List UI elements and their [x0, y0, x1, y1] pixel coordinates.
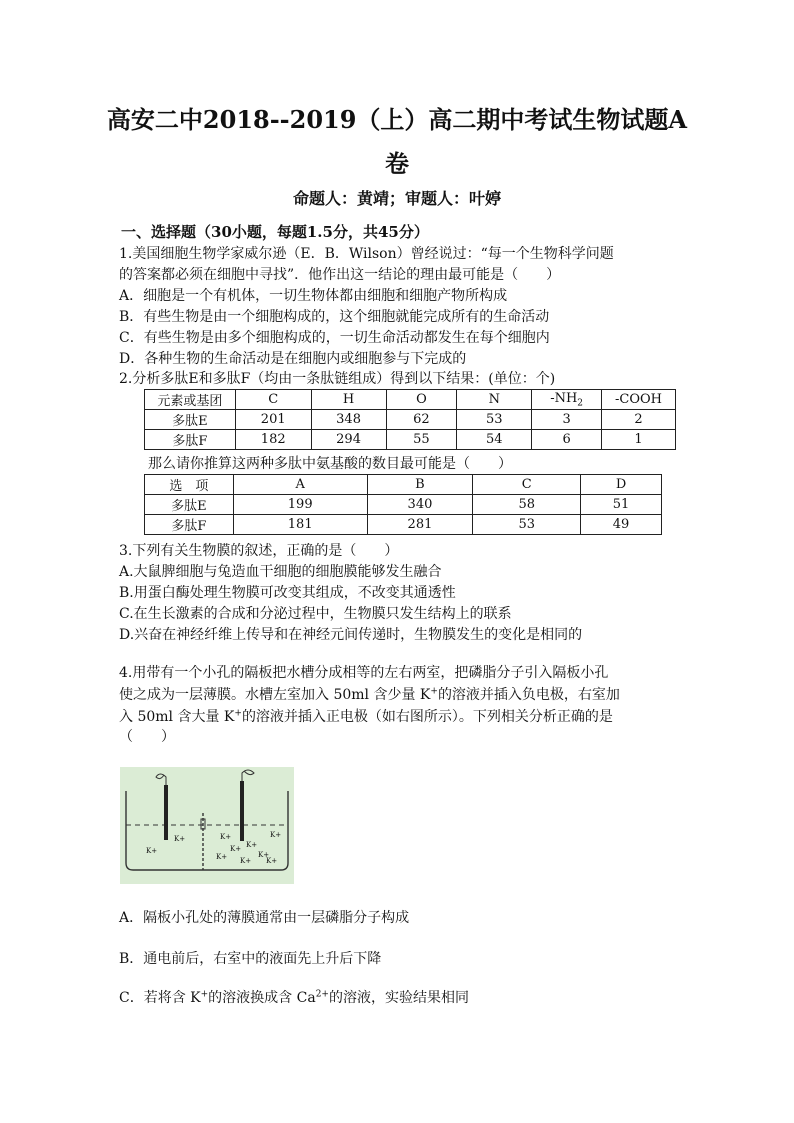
- table-cell: 58: [473, 495, 581, 515]
- fig-right-ion: K+: [216, 853, 228, 861]
- q4-option-a: A．隔板小孔处的薄膜通常由一层磷脂分子构成: [119, 910, 410, 926]
- q1-stem-line-1: 1.美国细胞生物学家威尔逊（E．B．Wilson）曾经说过：“每一个生物科学问题: [119, 246, 614, 262]
- table-cell: 6: [532, 430, 602, 450]
- table-cell: 340: [367, 495, 473, 515]
- q4-option-b: B．通电前后，右室中的液面先上升后下降: [119, 951, 382, 967]
- table-header-cell: H: [311, 390, 386, 410]
- tank-diagram: [120, 767, 294, 884]
- table-cell: 55: [386, 430, 457, 450]
- table-cell: 62: [386, 410, 457, 430]
- table-cell: 53: [457, 410, 532, 430]
- table-header-cell: D: [581, 475, 662, 495]
- fig-right-ion: K+: [258, 851, 270, 859]
- q1-option-b: B．有些生物是由一个细胞构成的，这个细胞就能完成所有的生命活动: [119, 309, 550, 325]
- table-cell: 3: [532, 410, 602, 430]
- fig-right-ion: K+: [246, 841, 258, 849]
- table-cell: 1: [602, 430, 676, 450]
- fig-right-ion: K+: [270, 831, 282, 839]
- table-cell: 54: [457, 430, 532, 450]
- fig-right-ion: K+: [220, 833, 232, 841]
- table-header-cell: $-NH_2$: [532, 390, 602, 410]
- table-cell: 多肽F: [145, 430, 236, 450]
- table-row: [145, 410, 676, 430]
- table-cell: 348: [311, 410, 386, 430]
- q3-option-b: B.用蛋白酶处理生物膜可改变其组成，不改变其通透性: [119, 585, 456, 601]
- fig-right-ion: K+: [240, 857, 252, 865]
- q3-option-a: A.大鼠脾细胞与兔造血干细胞的细胞膜能够发生融合: [119, 564, 442, 580]
- table-header-cell: O: [386, 390, 457, 410]
- fig-left-ion: K+: [174, 835, 186, 843]
- section-heading: 一、选择题（30小题，每题1.5分，共45分）: [121, 223, 429, 241]
- fig-right-ion: K+: [266, 857, 278, 865]
- q2-stem: 2.分析多肽E和多肽F（均由一条肽链组成）得到以下结果：(单位：个): [119, 371, 556, 387]
- q1-stem-line-2: 的答案都必须在细胞中寻找”．他作出这一结论的理由最可能是（ ）: [119, 267, 561, 283]
- table-cell: 201: [235, 410, 311, 430]
- q3-stem: 3.下列有关生物膜的叙述，正确的是（ ）: [119, 543, 399, 559]
- table-cell: 49: [581, 515, 662, 535]
- table-cell: 181: [233, 515, 367, 535]
- title-line-2: 卷: [385, 149, 409, 178]
- table-cell: 51: [581, 495, 662, 515]
- table-cell: 2: [602, 410, 676, 430]
- table-row: [145, 430, 676, 450]
- fig-left-ion: K+: [146, 847, 158, 855]
- table-cell: 281: [367, 515, 473, 535]
- table-header-cell: N: [457, 390, 532, 410]
- table-header-cell: 元素或基团: [145, 390, 236, 410]
- table-header-row: [145, 390, 676, 410]
- q4-stem-line-1: 4.用带有一个小孔的隔板把水槽分成相等的左右两室，把磷脂分子引入隔板小孔: [119, 665, 609, 681]
- q2-options-table: [144, 474, 662, 535]
- table-header-cell: A: [233, 475, 367, 495]
- q4-option-c: C．若将含 K+的溶液换成含 $Ca^{2+}$的溶液，实验结果相同: [119, 989, 469, 1006]
- q1-option-a: A．细胞是一个有机体，一切生物体都由细胞和细胞产物所构成: [119, 288, 508, 304]
- table-cell: 182: [235, 430, 311, 450]
- table-cell: 多肽F: [145, 515, 234, 535]
- q4-stem-line-4: （ ）: [119, 729, 175, 745]
- q4-stem-line-3: 入 50ml 含大量 K+的溶液并插入正电极（如右图所示）。下列相关分析正确的是: [119, 708, 613, 725]
- q3-option-c: C.在生长激素的合成和分泌过程中，生物膜只发生结构上的联系: [119, 606, 512, 622]
- table-header-cell: C: [473, 475, 581, 495]
- q1-option-d: D．各种生物的生命活动是在细胞内或细胞参与下完成的: [119, 351, 467, 367]
- table-cell: 199: [233, 495, 367, 515]
- table-header-cell: -COOH: [602, 390, 676, 410]
- table-cell: 多肽E: [145, 410, 236, 430]
- title-line-1: 高安二中2018--2019（上）高二期中考试生物试题A: [106, 105, 688, 134]
- q1-option-c: C．有些生物是由多个细胞构成的，一切生命活动都发生在每个细胞内: [119, 330, 550, 346]
- page-title: [100, 98, 694, 186]
- table-cell: 53: [473, 515, 581, 535]
- fig-right-ion: K+: [230, 845, 242, 853]
- q4-stem-line-2: 使之成为一层薄膜。水槽左室加入 50ml 含少量 K+的溶液并插入负电极，右室加: [119, 686, 620, 703]
- table-header-cell: B: [367, 475, 473, 495]
- table-row: [145, 495, 662, 515]
- table-cell: 多肽E: [145, 495, 234, 515]
- table-row: [145, 515, 662, 535]
- q2-composition-table: [144, 389, 676, 450]
- table-header-cell: 选 项: [145, 475, 234, 495]
- table-header-cell: C: [235, 390, 311, 410]
- table-header-row: [145, 475, 662, 495]
- table-cell: 294: [311, 430, 386, 450]
- q2-prompt: 那么请你推算这两种多肽中氨基酸的数目最可能是（ ）: [148, 456, 512, 472]
- water-tank-figure: [120, 767, 294, 884]
- q3-option-d: D.兴奋在神经纤维上传导和在神经元间传递时，生物膜发生的变化是相同的: [119, 627, 583, 643]
- authors-line: 命题人：黄靖；审题人：叶婷: [292, 189, 501, 208]
